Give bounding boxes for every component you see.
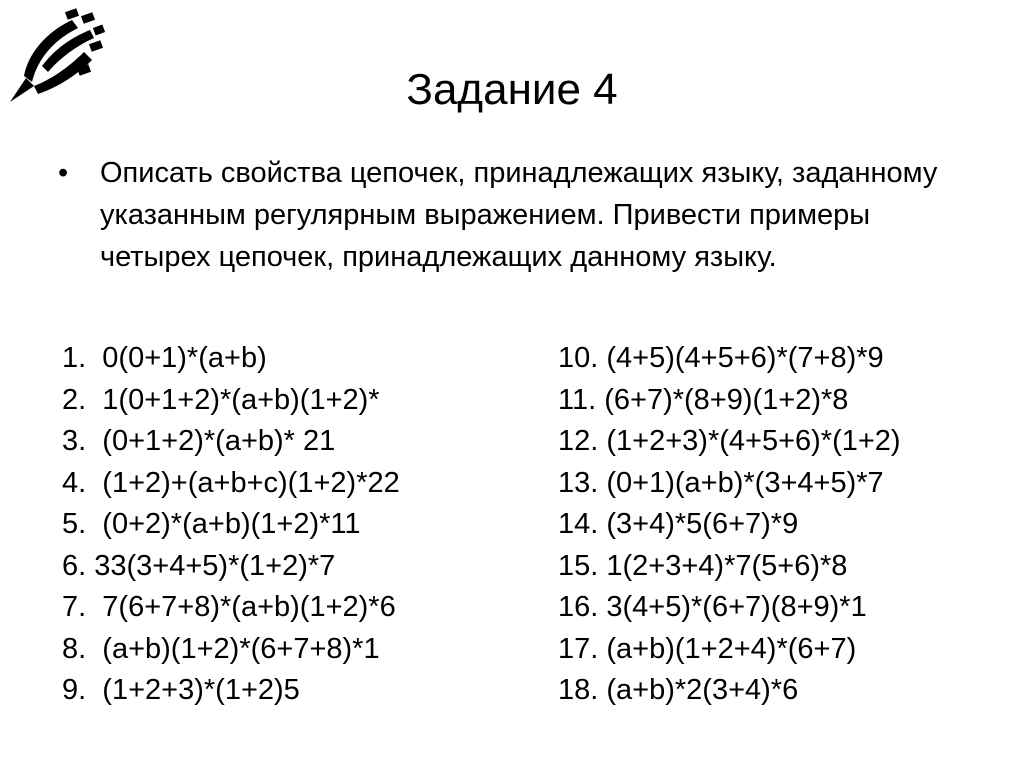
list-item: 10. (4+5)(4+5+6)*(7+8)*9	[558, 342, 884, 374]
task-description: Описать свойства цепочек, принадлежащих языку, заданному указанным регулярным выражением. Привести примеры четырех цепочек, принадлежащих данному языку.	[100, 157, 938, 273]
list-item: 7. 7(6+7+8)*(a+b)(1+2)*6	[62, 591, 396, 623]
task-bullet	[58, 152, 978, 278]
list-item: 14. (3+4)*5(6+7)*9	[558, 508, 799, 540]
list-item: 17. (a+b)(1+2+4)*(6+7)	[558, 632, 857, 665]
expression-list-right	[558, 338, 998, 712]
slide-title: Задание 4	[406, 65, 618, 114]
list-item: 2. 1(0+1+2)*(a+b)(1+2)*	[62, 383, 380, 416]
list-item: 9. (1+2+3)*(1+2)5	[62, 674, 300, 706]
list-item: 11. (6+7)*(8+9)(1+2)*8	[558, 383, 849, 416]
list-item: 8. (a+b)(1+2)*(6+7+8)*1	[62, 632, 380, 665]
list-item: 5. (0+2)*(a+b)(1+2)*11	[62, 508, 361, 540]
list-item: 13. (0+1)(a+b)*(3+4+5)*7	[558, 466, 884, 499]
list-item: 4. (1+2)+(a+b+c)(1+2)*22	[62, 466, 400, 499]
expression-list-left	[62, 338, 522, 712]
list-item: 16. 3(4+5)*(6+7)(8+9)*1	[558, 591, 867, 623]
list-item: 6. 33(3+4+5)*(1+2)*7	[62, 549, 336, 582]
list-item: 12. (1+2+3)*(4+5+6)*(1+2)	[558, 425, 901, 457]
list-item: 3. (0+1+2)*(a+b)* 21	[62, 425, 336, 457]
bullet-marker: •	[58, 157, 69, 189]
list-item: 18. (a+b)*2(3+4)*6	[558, 674, 799, 706]
list-item: 15. 1(2+3+4)*7(5+6)*8	[558, 549, 848, 582]
list-item: 1. 0(0+1)*(a+b)	[62, 342, 267, 374]
